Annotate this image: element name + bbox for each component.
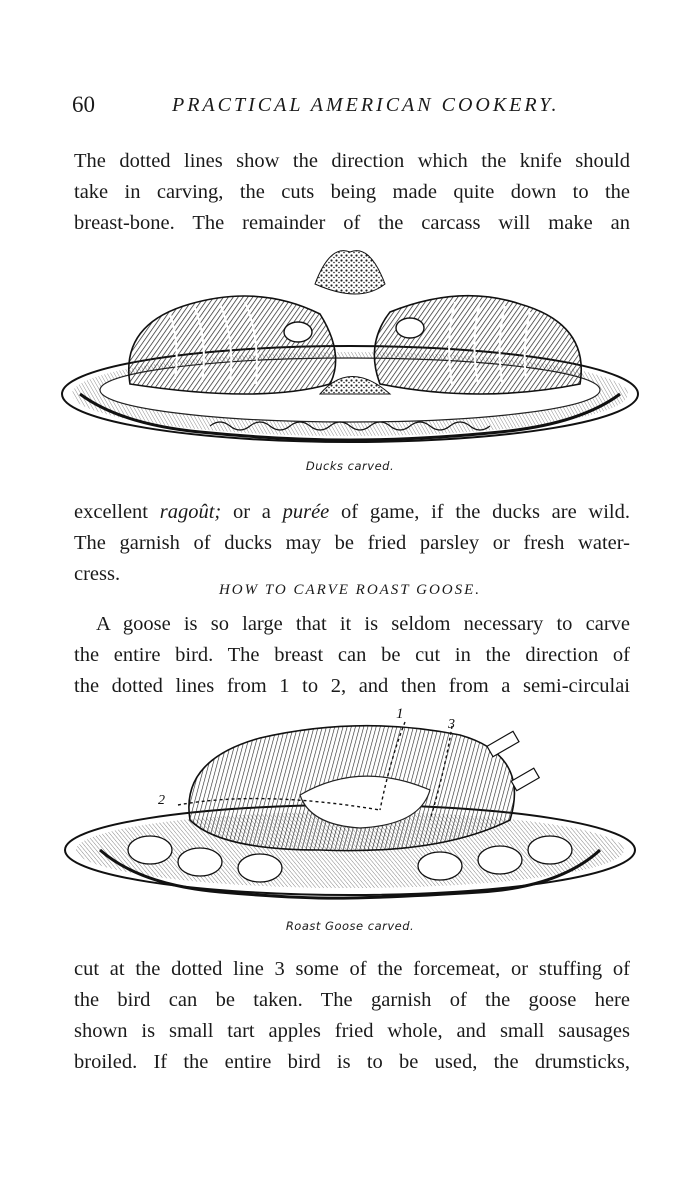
ducks-carved-illustration	[60, 244, 640, 456]
text-line: the dotted lines from 1 to 2, and then from a semi-circulai	[74, 675, 630, 697]
running-title: PRACTICAL AMERICAN COOKERY.	[172, 94, 560, 116]
text-line: The garnish of ducks may be fried parsley or fresh water-	[74, 532, 630, 554]
roast-goose-illustration	[60, 700, 640, 912]
paragraph-garnish-ducks	[74, 497, 630, 590]
carving-label-2: 2	[158, 793, 165, 808]
paragraph-intro	[74, 146, 630, 239]
italic-term-ragout: ragoût;	[159, 501, 222, 523]
figure-caption-ducks: Ducks carved.	[305, 459, 395, 473]
carving-label-1: 1	[396, 706, 404, 722]
figure-caption-goose: Roast Goose carved.	[285, 919, 415, 933]
text-span: or a	[221, 501, 283, 523]
paragraph-goose-intro	[74, 609, 630, 702]
section-heading: HOW TO CARVE ROAST GOOSE.	[218, 582, 482, 598]
paragraph-goose-garnish	[74, 954, 630, 1078]
ducks-engraving	[60, 244, 640, 456]
text-line: broiled. If the entire bird is to be used, the drumsticks,	[74, 1051, 630, 1073]
text-span: excellent	[74, 501, 160, 523]
text-line: shown is small tart apples fried whole, and small sausages	[74, 1020, 630, 1042]
page-header	[72, 92, 632, 122]
text-line: cut at the dotted line 3 some of the forcemeat, or stuffing of	[74, 958, 630, 980]
text-line: the entire bird. The breast can be cut in the direction of	[74, 644, 630, 666]
text-line: cress.	[74, 563, 121, 585]
text-line	[74, 497, 630, 528]
text-span: of game, if the ducks are wild.	[329, 501, 630, 523]
goose-engraving	[60, 700, 640, 912]
text-line: A goose is so large that it is seldom necessary to carve	[96, 613, 630, 635]
text-line: take in carving, the cuts being made quite down to the	[74, 181, 630, 203]
italic-term-puree: purée	[282, 501, 330, 523]
text-line: The dotted lines show the direction which the knife should	[74, 150, 630, 172]
carving-label-3: 3	[448, 717, 455, 732]
text-line: breast-bone. The remainder of the carcass will make an	[74, 212, 630, 234]
page-number: 60	[72, 92, 95, 117]
text-line: the bird can be taken. The garnish of the goose here	[74, 989, 630, 1011]
